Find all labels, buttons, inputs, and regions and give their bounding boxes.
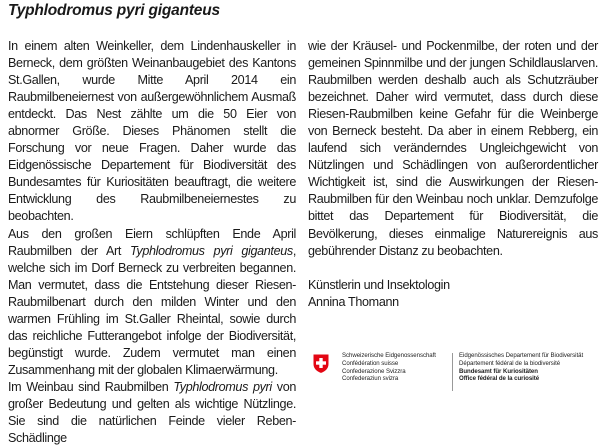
office-line-fr: Office fédéral de la curiosité [459, 375, 540, 383]
document-title: Typhlodromus pyri giganteus [8, 2, 220, 19]
federal-footer [312, 352, 602, 400]
paragraph-viticulture [8, 379, 296, 447]
department-names [459, 352, 583, 383]
signature-role: Künstlerin und Insektologin [308, 277, 450, 292]
signature-name: Annina Thomann [308, 294, 399, 309]
paragraph-viticulture-text-start: Im Weinbau sind Raubmilben [8, 379, 174, 394]
office-line-de: Bundesamt für Kuriositäten [459, 367, 538, 375]
dept-line-de: Eidgenössisches Departement für Biodiversität [459, 352, 584, 359]
confederation-names [342, 352, 436, 383]
confed-line-fr: Confédération suisse [342, 359, 399, 367]
paragraph-hatching-text-start: Aus den großen Eiern schlüpften Ende April Raubmilben der Art [8, 226, 296, 258]
genus-name-italic: Typhlodromus pyri [173, 379, 272, 394]
left-text-column [8, 38, 296, 447]
signature-block [308, 277, 598, 311]
paragraph-hatching [8, 226, 296, 379]
confed-line-it: Confederazione Svizzra [342, 367, 406, 375]
swiss-cross-shield-icon [312, 353, 330, 374]
confed-line-de: Schweizerische Eidgenossenschaft [342, 352, 436, 359]
right-text-column [308, 38, 598, 311]
confed-line-rm: Confederaziun svizra [342, 375, 399, 383]
species-name-italic: Typhlodromus pyri giganteus [129, 243, 293, 258]
paragraph-viticulture-text-end: von großer Bedeutung und gelten als wichtige Nützlinge. Sie sind die natürlichen Feinde vieler Reben-Schädlinge [8, 379, 297, 446]
footer-divider [452, 353, 453, 391]
paragraph-discovery: In einem alten Weinkeller, dem Lindenhauskeller in Berneck, dem größten Weinanbaugebiet des Kantons St.Gallen, wurde Mitte April 2014 ein Raubmilbeneiernest von außergewöhnlichem Ausmaß entdeckt. Das Nest zählte um die 50 Eier von abnormer Größe. Dieses Phänomen stellt die Forschung vor neue Fragen. Daher wurde das Eidgenössische Departement für Biodiversität des Bundesamtes für Kuriositäten beauftragt, die weitere Entwicklung des Raubmilbeneiernestes zu beobachten. [8, 39, 296, 224]
dept-line-fr: Département fédéral de la biodiversité [459, 359, 561, 367]
paragraph-hatching-text-end: , welche sich im Dorf Berneck zu verbreiten begannen. Man vermutet, dass die Entstehung dieser Riesen-Raubmilbenart durch den milden Winter und den warmen Frühling im St.Galler Rheintal, sowie durch das reichliche Futterangebot infolge der Biodiversität, begünstigt wurde. Zudem vermutet man einen Zusammenhang mit der globalen Klimaerwärmung. [8, 243, 296, 377]
paragraph-predators: wie der Kräusel- und Pockenmilbe, der roten und der gemeinen Spinnmilbe und der jungen Schildlauslarven. Raubmilben werden deshalb auch als Schutzräuber bezeichnet. Daher wird vermutet, dass durch diese Riesen-Raubmilben keine Gefahr für die Weinberge von Berneck besteht. Da aber in einem Rebberg, ein laufend sich veränderndes Ungleichgewicht von Nützlingen und Schädlingen von außerordentlicher Wichtigkeit ist, sind die Auswirkungen der Riesen-Raubmilben für den Weinbau noch unklar. Demzufolge bittet das Departement für Biodiversität, die Bevölkerung, dieses einmalige Naturereignis aus gebührender Distanz zu beobachten. [308, 39, 598, 258]
